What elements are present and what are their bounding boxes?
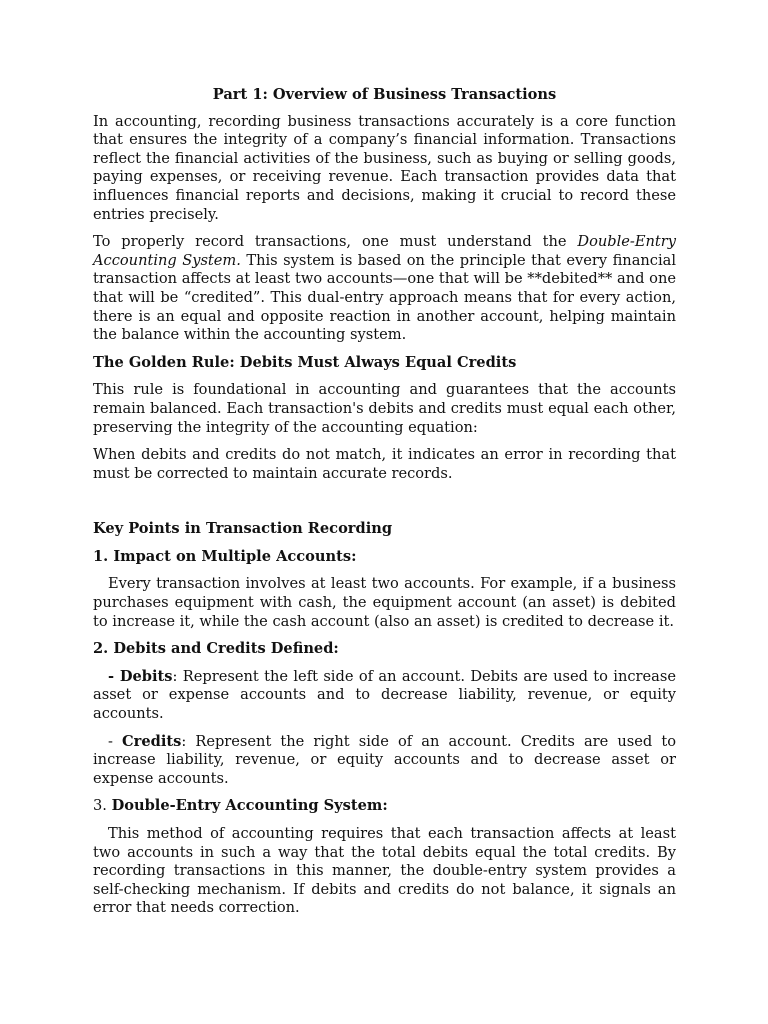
point-3-text: This method of accounting requires that each transaction affects at least two accounts in such a way that the total debits equal the total credits. By recording transactions in this manner, the double-entry system provides a self-checking mechanism. If debits and credits do not balance, it signals an error that needs correction. <box>93 825 676 917</box>
point-2-heading: 2. Debits and Credits Defined: <box>93 640 339 658</box>
document-page <box>93 86 676 927</box>
credits-definition <box>93 733 676 789</box>
golden-rule-paragraph-2: When debits and credits do not match, it indicates an error in recording that must be corrected to maintain accurate records. <box>93 446 676 482</box>
debits-label: - Debits <box>108 667 173 685</box>
debits-definition <box>93 668 676 724</box>
intro-paragraph-2-end: This system is based on the principle that every financial transaction affects at least two accounts—one that will be **debited** and one that will be “credited”. This dual-entry approach means that for every action, there is an equal and opposite reaction in another account, helping maintain the balance within the accounting system. <box>93 251 677 344</box>
credits-text: : Represent the right side of an account. Credits are used to increase liability, revenue, or equity accounts and to decrease asset or expense accounts. <box>93 732 676 787</box>
intro-paragraph-1: In accounting, recording business transactions accurately is a core function that ensures the integrity of a company’s financial information. Transactions reflect the financial activities of the business, such as buying or selling goods, paying expenses, or receiving revenue. Each transaction provides data that influences financial reports and decisions, making it crucial to record these entries precisely. <box>93 112 676 223</box>
point-1-text: Every transaction involves at least two accounts. For example, if a business purchases equipment with cash, the equipment account (an asset) is debited to increase it, while the cash account (also an asset) is credited to decrease it. <box>93 575 676 630</box>
golden-rule-paragraph-1: This rule is foundational in accounting and guarantees that the accounts remain balanced. Each transaction's debits and credits must equal each other, preserving the integrity of the accounting equation: <box>93 381 676 436</box>
intro-paragraph-2-start: To properly record transactions, one must understand the <box>93 233 578 251</box>
intro-paragraph-2 <box>93 233 676 345</box>
point-3-heading-line <box>93 797 676 816</box>
point-3-heading: Double-Entry Accounting System: <box>111 797 388 815</box>
point-1-heading: 1. Impact on Multiple Accounts: <box>93 547 357 565</box>
point-3-number: 3. <box>93 797 112 815</box>
debits-text: : Represent the left side of an account. Debits are used to increase asset or expense accounts and to decrease liability, revenue, or equity accounts. <box>93 667 676 723</box>
key-points-heading: Key Points in Transaction Recording <box>93 520 393 538</box>
golden-rule-heading: The Golden Rule: Debits Must Always Equal Credits <box>93 353 517 371</box>
page-title: Part 1: Overview of Business Transactions <box>212 86 557 103</box>
double-entry-term: Double-Entry Accounting System. <box>93 233 676 269</box>
section-spacer <box>93 492 676 520</box>
credits-prefix: - <box>108 732 123 750</box>
credits-label: Credits <box>122 732 182 750</box>
